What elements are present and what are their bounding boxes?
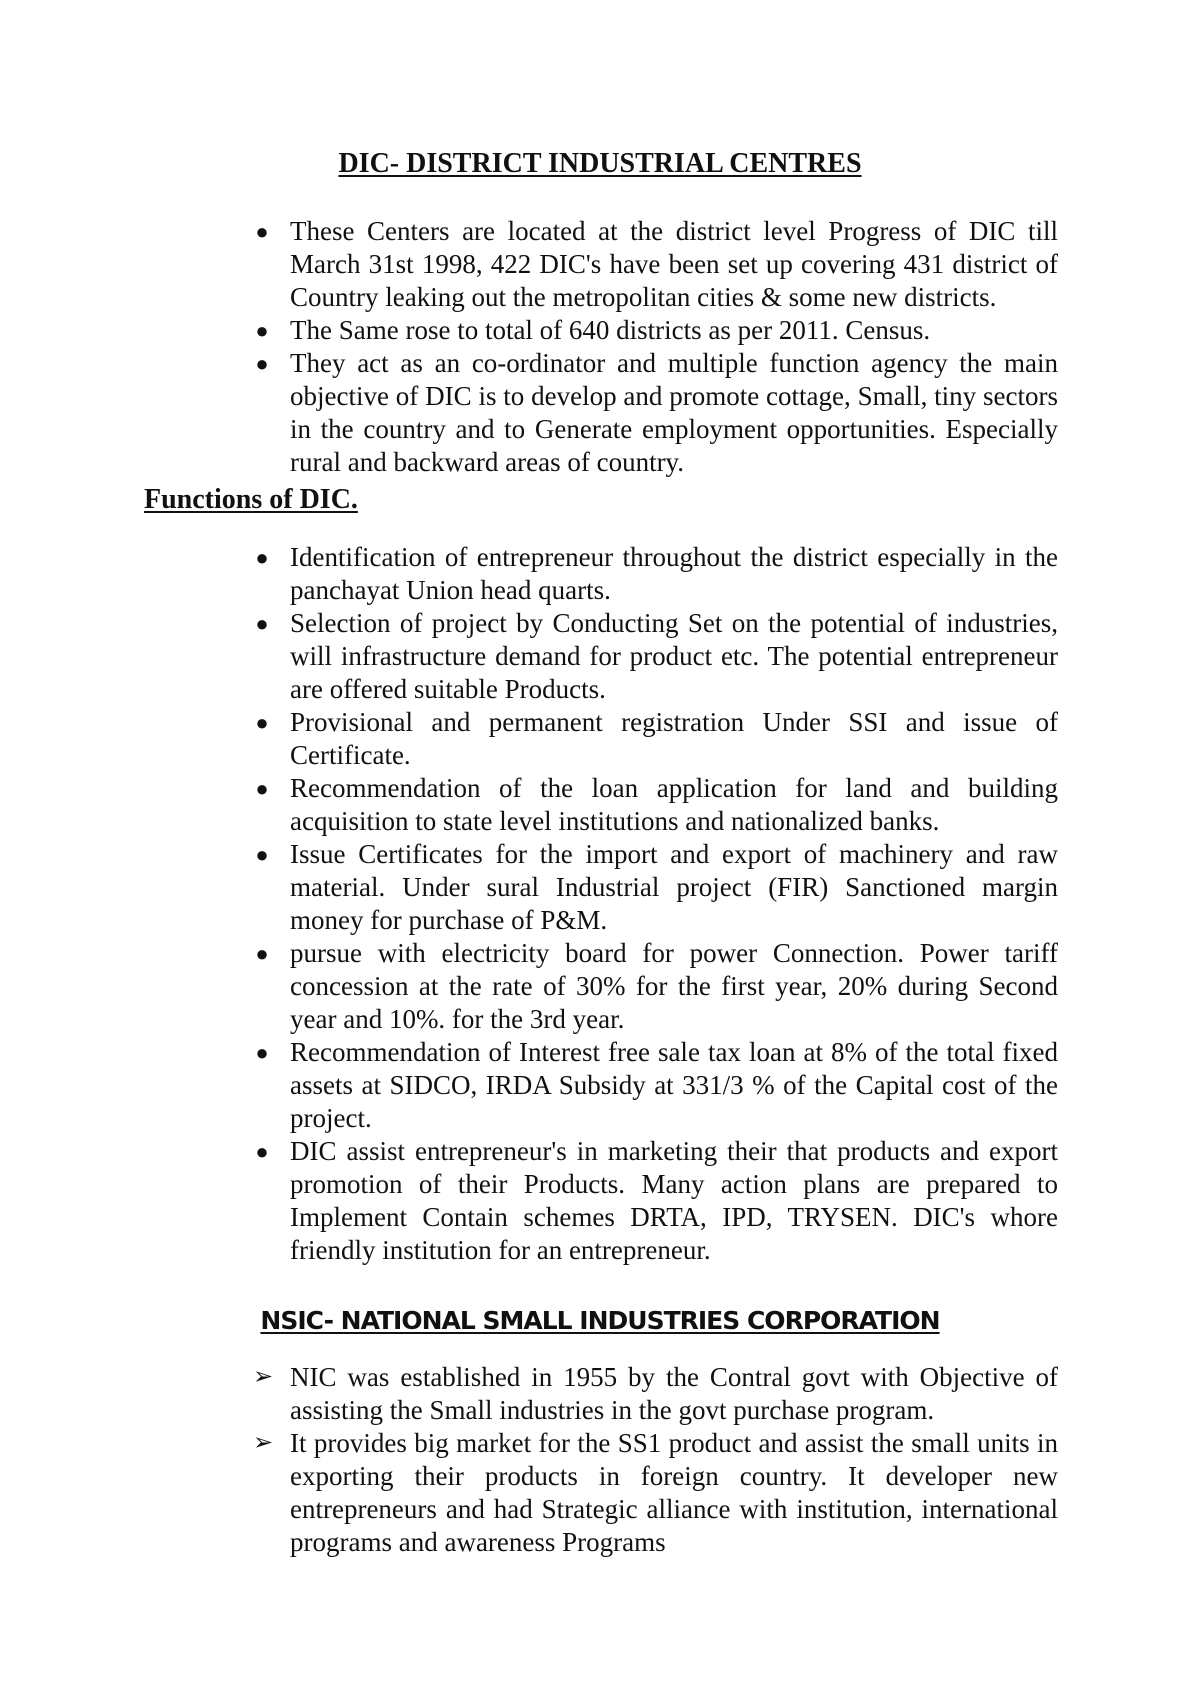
list-item-text: The Same rose to total of 640 districts as per 2011. Census.	[290, 315, 931, 345]
bullet-dot-icon: ●	[255, 842, 269, 867]
list-item-text: DIC assist entrepreneur's in marketing their that products and export promotion of their Products. Many action plans are prepared to Implement Contain schemes DRTA, IPD, TRYSEN. DIC's whore friendly institution for an entrepreneur.	[290, 1136, 1058, 1265]
bullet-dot-icon: ●	[255, 351, 269, 376]
list-item	[0, 347, 1058, 479]
list-item-text: Issue Certificates for the import and export of machinery and raw material. Under sural Industrial project (FIR) Sanctioned margin money for purchase of P&M.	[290, 839, 1058, 935]
list-item	[0, 1135, 1058, 1267]
list-item	[0, 1361, 1058, 1427]
list-item-text: Recommendation of Interest free sale tax loan at 8% of the total fixed assets at SIDCO, IRDA Subsidy at 331/3 % of the Capital cost of the project.	[290, 1037, 1058, 1133]
bullet-dot-icon: ●	[255, 1040, 269, 1065]
list-item-text: NIC was established in 1955 by the Contral govt with Objective of assisting the Small industries in the govt purchase program.	[290, 1362, 1058, 1425]
list-item-text: It provides big market for the SS1 product and assist the small units in exporting their products in foreign country. It developer new entrepreneurs and had Strategic alliance with institution, international programs and awareness Programs	[290, 1428, 1058, 1557]
list-item	[0, 215, 1058, 314]
arrow-bullet-icon: ➢	[252, 1364, 274, 1390]
bullet-dot-icon: ●	[255, 710, 269, 735]
list-item	[0, 772, 1058, 838]
functions-heading: Functions of DIC.	[144, 484, 358, 515]
nsic-title: NSIC- NATIONAL SMALL INDUSTRIES CORPORATION	[260, 1306, 940, 1335]
list-item-text: These Centers are located at the district level Progress of DIC till March 31st 1998, 422 DIC's have been set up covering 431 district of Country leaking out the metropolitan cities & some new districts.	[290, 216, 1058, 312]
list-item	[0, 541, 1058, 607]
list-item	[0, 1036, 1058, 1135]
bullet-dot-icon: ●	[255, 611, 269, 636]
bullet-dot-icon: ●	[255, 941, 269, 966]
page-title: DIC- DISTRICT INDUSTRIAL CENTRES	[338, 148, 862, 179]
list-item-text: They act as an co-ordinator and multiple function agency the main objective of DIC is to develop and promote cottage, Small, tiny sectors in the country and to Generate employment opportunities. Especially rural and backward areas of country.	[290, 348, 1058, 477]
list-item-text: Provisional and permanent registration Under SSI and issue of Certificate.	[290, 707, 1058, 770]
bullet-dot-icon: ●	[255, 776, 269, 801]
list-item-text: Recommendation of the loan application for land and building acquisition to state level institutions and nationalized banks.	[290, 773, 1058, 836]
bullet-dot-icon: ●	[255, 318, 269, 343]
dic-bullet-list	[0, 215, 1058, 479]
list-item	[0, 838, 1058, 937]
bullet-dot-icon: ●	[255, 219, 269, 244]
list-item-text: pursue with electricity board for power Connection. Power tariff concession at the rate of 30% for the first year, 20% during Second year and 10%. for the 3rd year.	[290, 938, 1058, 1034]
list-item-text: Selection of project by Conducting Set on the potential of industries, will infrastructure demand for product etc. The potential entrepreneur are offered suitable Products.	[290, 608, 1058, 704]
list-item	[0, 937, 1058, 1036]
bullet-dot-icon: ●	[255, 1139, 269, 1164]
bullet-dot-icon: ●	[255, 545, 269, 570]
nsic-bullet-list	[0, 1361, 1058, 1559]
list-item	[0, 607, 1058, 706]
arrow-bullet-icon: ➢	[252, 1430, 274, 1456]
functions-bullet-list	[0, 541, 1058, 1267]
list-item	[0, 314, 1058, 347]
list-item	[0, 706, 1058, 772]
list-item	[0, 1427, 1058, 1559]
list-item-text: Identification of entrepreneur throughout the district especially in the panchayat Union head quarts.	[290, 542, 1058, 605]
